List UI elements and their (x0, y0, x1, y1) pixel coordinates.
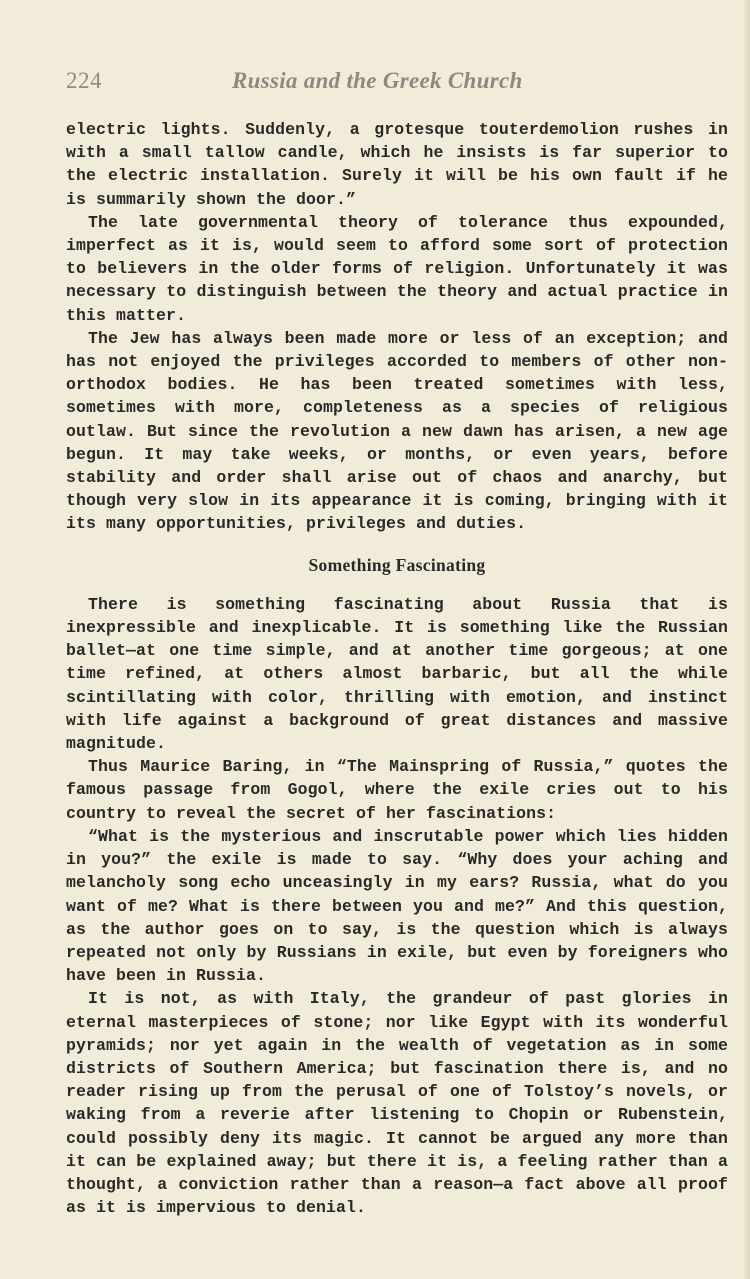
paragraph-continued: electric lights. Suddenly, a grotesque touterdemolion rushes in with a small tallow candle, which he insists is far superior to the electric installation. Surely it will be his own fault if he is summarily shown the door.” (66, 120, 728, 209)
section-heading: Something Fascinating (308, 554, 486, 575)
paragraph-gogol-quote: “What is the mysterious and inscrutable power which lies hidden in you?” the exile is made to say. “Why does your aching and melancholy song echo unceasingly in my ears? Russia, what do you want of me? What is there between you and me?” And this question, as the author goes on to say, is the question which is always repeated not only by Russians in exile, but even by foreigners who have been in Russia. (66, 826, 728, 986)
body-text (66, 118, 728, 1219)
page-edge (744, 0, 750, 1279)
paragraph-fascinating: There is something fascinating about Russia that is inexpressible and inexplicable. It is something like the Russian ballet—at one time simple, and at another time gorgeous; at one time refined, at others almost barbaric, but all the while scintillating with color, thrilling with emotion, and instinct with life against a background of great distances and massive magnitude. (66, 594, 728, 754)
running-head (66, 68, 728, 98)
paragraph-baring: Thus Maurice Baring, in “The Mainspring of Russia,” quotes the famous passage from Gogol, where the exile cries out to his country to reveal the secret of her fascinations: (66, 757, 728, 823)
paragraph-italy: It is not, as with Italy, the grandeur of past glories in eternal masterpieces of stone; nor like Egypt with its wonderful pyramids; nor yet again in the wealth of vegetation as in some districts of Southern America; but fascination there is, and no reader rising up from the perusal of one of Tolstoy’s novels, or waking from a reverie after listening to Chopin or Rubenstein, could possibly deny its magic. It cannot be argued any more than it can be explained away; but there it is, a feeling rather than a thought, a conviction rather than a reason—a fact above all proof as it is impervious to denial. (66, 989, 728, 1218)
page-number: 224 (66, 68, 102, 93)
paragraph-tolerance: The late governmental theory of tolerance thus expounded, imperfect as it is, would seem to afford some sort of protection to believers in the older forms of religion. Unfortunately it was necessary to distinguish between the theory and actual practice in this matter. (66, 212, 728, 325)
paragraph-jew: The Jew has always been made more or less of an exception; and has not enjoyed the privileges accorded to members of other non-orthodox bodies. He has been treated sometimes with less, sometimes with more, completeness as a species of religious outlaw. But since the revolution a new dawn has arisen, a new age begun. It may take weeks, or months, or even years, before stability and order shall arise out of chaos and anarchy, but though very slow in its appearance it is coming, bringing with it its many opportunities, privileges and duties. (66, 328, 728, 534)
running-title: Russia and the Greek Church (232, 68, 523, 93)
